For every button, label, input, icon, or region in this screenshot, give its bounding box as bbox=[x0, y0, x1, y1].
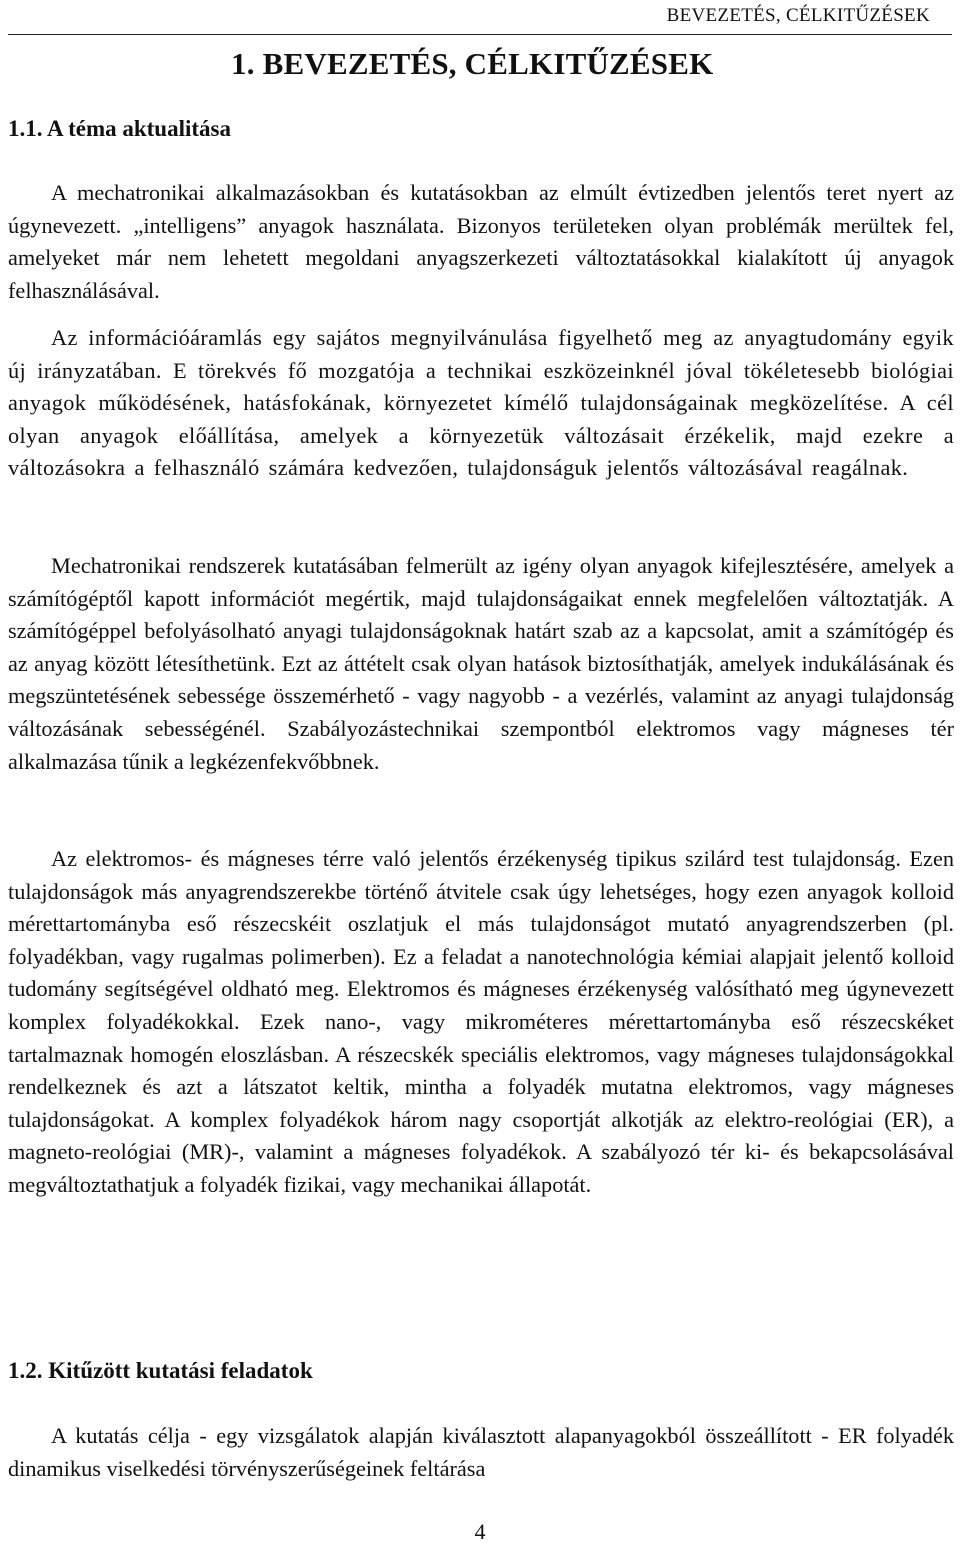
paragraph: Az elektromos- és mágneses térre való jelentős érzékenység tipikus szilárd test tulajdonság. Ezen tulajdonságok más anyagrendszerekbe történő átvitele csak úgy lehetséges, hogy ezen anyagok kolloid mérettartományba eső részecskéit oszlatjuk el más tulajdonságot mutató anyagrendszerben (pl. folyadékban, vagy rugalmas polimerben). Ez a feladat a nanotechnológia kémiai alapjait jelentő kolloid tudomány segítségével oldható meg. Elektromos és mágneses érzékenység valósítható meg úgynevezett komplex folyadékokkal. Ezek nano-, vagy mikrométeres mérettartományba eső részecskéket tartalmaznak homogén eloszlásban. A részecskék speciális elektromos, vagy mágneses tulajdonságokkal rendelkeznek és azt a látszatot keltik, mintha a folyadék mutatna elektromos, vagy mágneses tulajdonságokat. A komplex folyadékok három nagy csoportját alkotják az elektro-reológiai (ER), a magneto-reológiai (MR)-, valamint a mágneses folyadékok. A szabályozó tér ki- és bekapcsolásával megváltoztathatjuk a folyadék fizikai, vagy mechanikai állapotát. bbox=[8, 846, 954, 1197]
paragraph: Mechatronikai rendszerek kutatásában felmerült az igény olyan anyagok kifejlesztésére, amelyek a számítógéptől kapott információt megértik, majd tulajdonságaikat ennek megfelelően változtatják. A számítógéppel befolyásolható anyagi tulajdonságoknak határt szab az a kapcsolat, amit a számítógép és az anyag között létesíthetünk. Ezt az áttételt csak olyan hatások biztosíthatják, amelyek indukálásának és megszüntetésének sebessége összemérhető - vagy nagyobb - a vezérlés, valamint az anyagi tulajdonság változásának sebességénél. Szabályozástechnikai szempontból elektromos vagy mágneses tér alkalmazása tűnik a legkézenfekvőbbnek. bbox=[8, 553, 954, 774]
paragraph-block bbox=[8, 177, 954, 307]
paragraph: A kutatás célja - egy vizsgálatok alapján kiválasztott alapanyagokból összeállított - ER folyadék dinamikus viselkedési törvényszerűségeinek feltárása bbox=[8, 1423, 954, 1481]
paragraph: A mechatronikai alkalmazásokban és kutatásokban az elmúlt évtizedben jelentős teret nyert az úgynevezett. „intelligens” anyagok használata. Bizonyos területeken olyan problémák merültek fel, amelyeket már nem lehetett megoldani anyagszerkezeti változtatásokkal kialakított új anyagok felhasználásával. bbox=[8, 180, 954, 303]
section-title-1-1: 1.1. A téma aktualitása bbox=[8, 116, 231, 141]
chapter-title: 1. BEVEZETÉS, CÉLKITŰZÉSEK bbox=[231, 46, 714, 81]
paragraph-block bbox=[8, 550, 954, 778]
page-number: 4 bbox=[474, 1519, 486, 1544]
paragraph-block bbox=[8, 843, 954, 1202]
paragraph-block bbox=[8, 1420, 954, 1485]
header-rule bbox=[8, 34, 952, 35]
section-title-1-2: 1.2. Kitűzött kutatási feladatok bbox=[8, 1358, 313, 1383]
paragraph-block bbox=[8, 322, 954, 485]
running-header: BEVEZETÉS, CÉLKITŰZÉSEK bbox=[666, 5, 930, 26]
paragraph: Az információáramlás egy sajátos megnyilvánulása figyelhető meg az anyagtudomány egyik új irányzatában. E törekvés fő mozgatója a technikai eszközeinknél jóval tökéletesebb biológiai anyagok működésének, hatásfokának, környezetet kímélő tulajdonságainak megközelítése. A cél olyan anyagok előállítása, amelyek a környezetük változásait érzékelik, majd ezekre a változásokra a felhasználó számára kedvezően, tulajdonságuk jelentős változásával reagálnak. bbox=[8, 325, 954, 481]
